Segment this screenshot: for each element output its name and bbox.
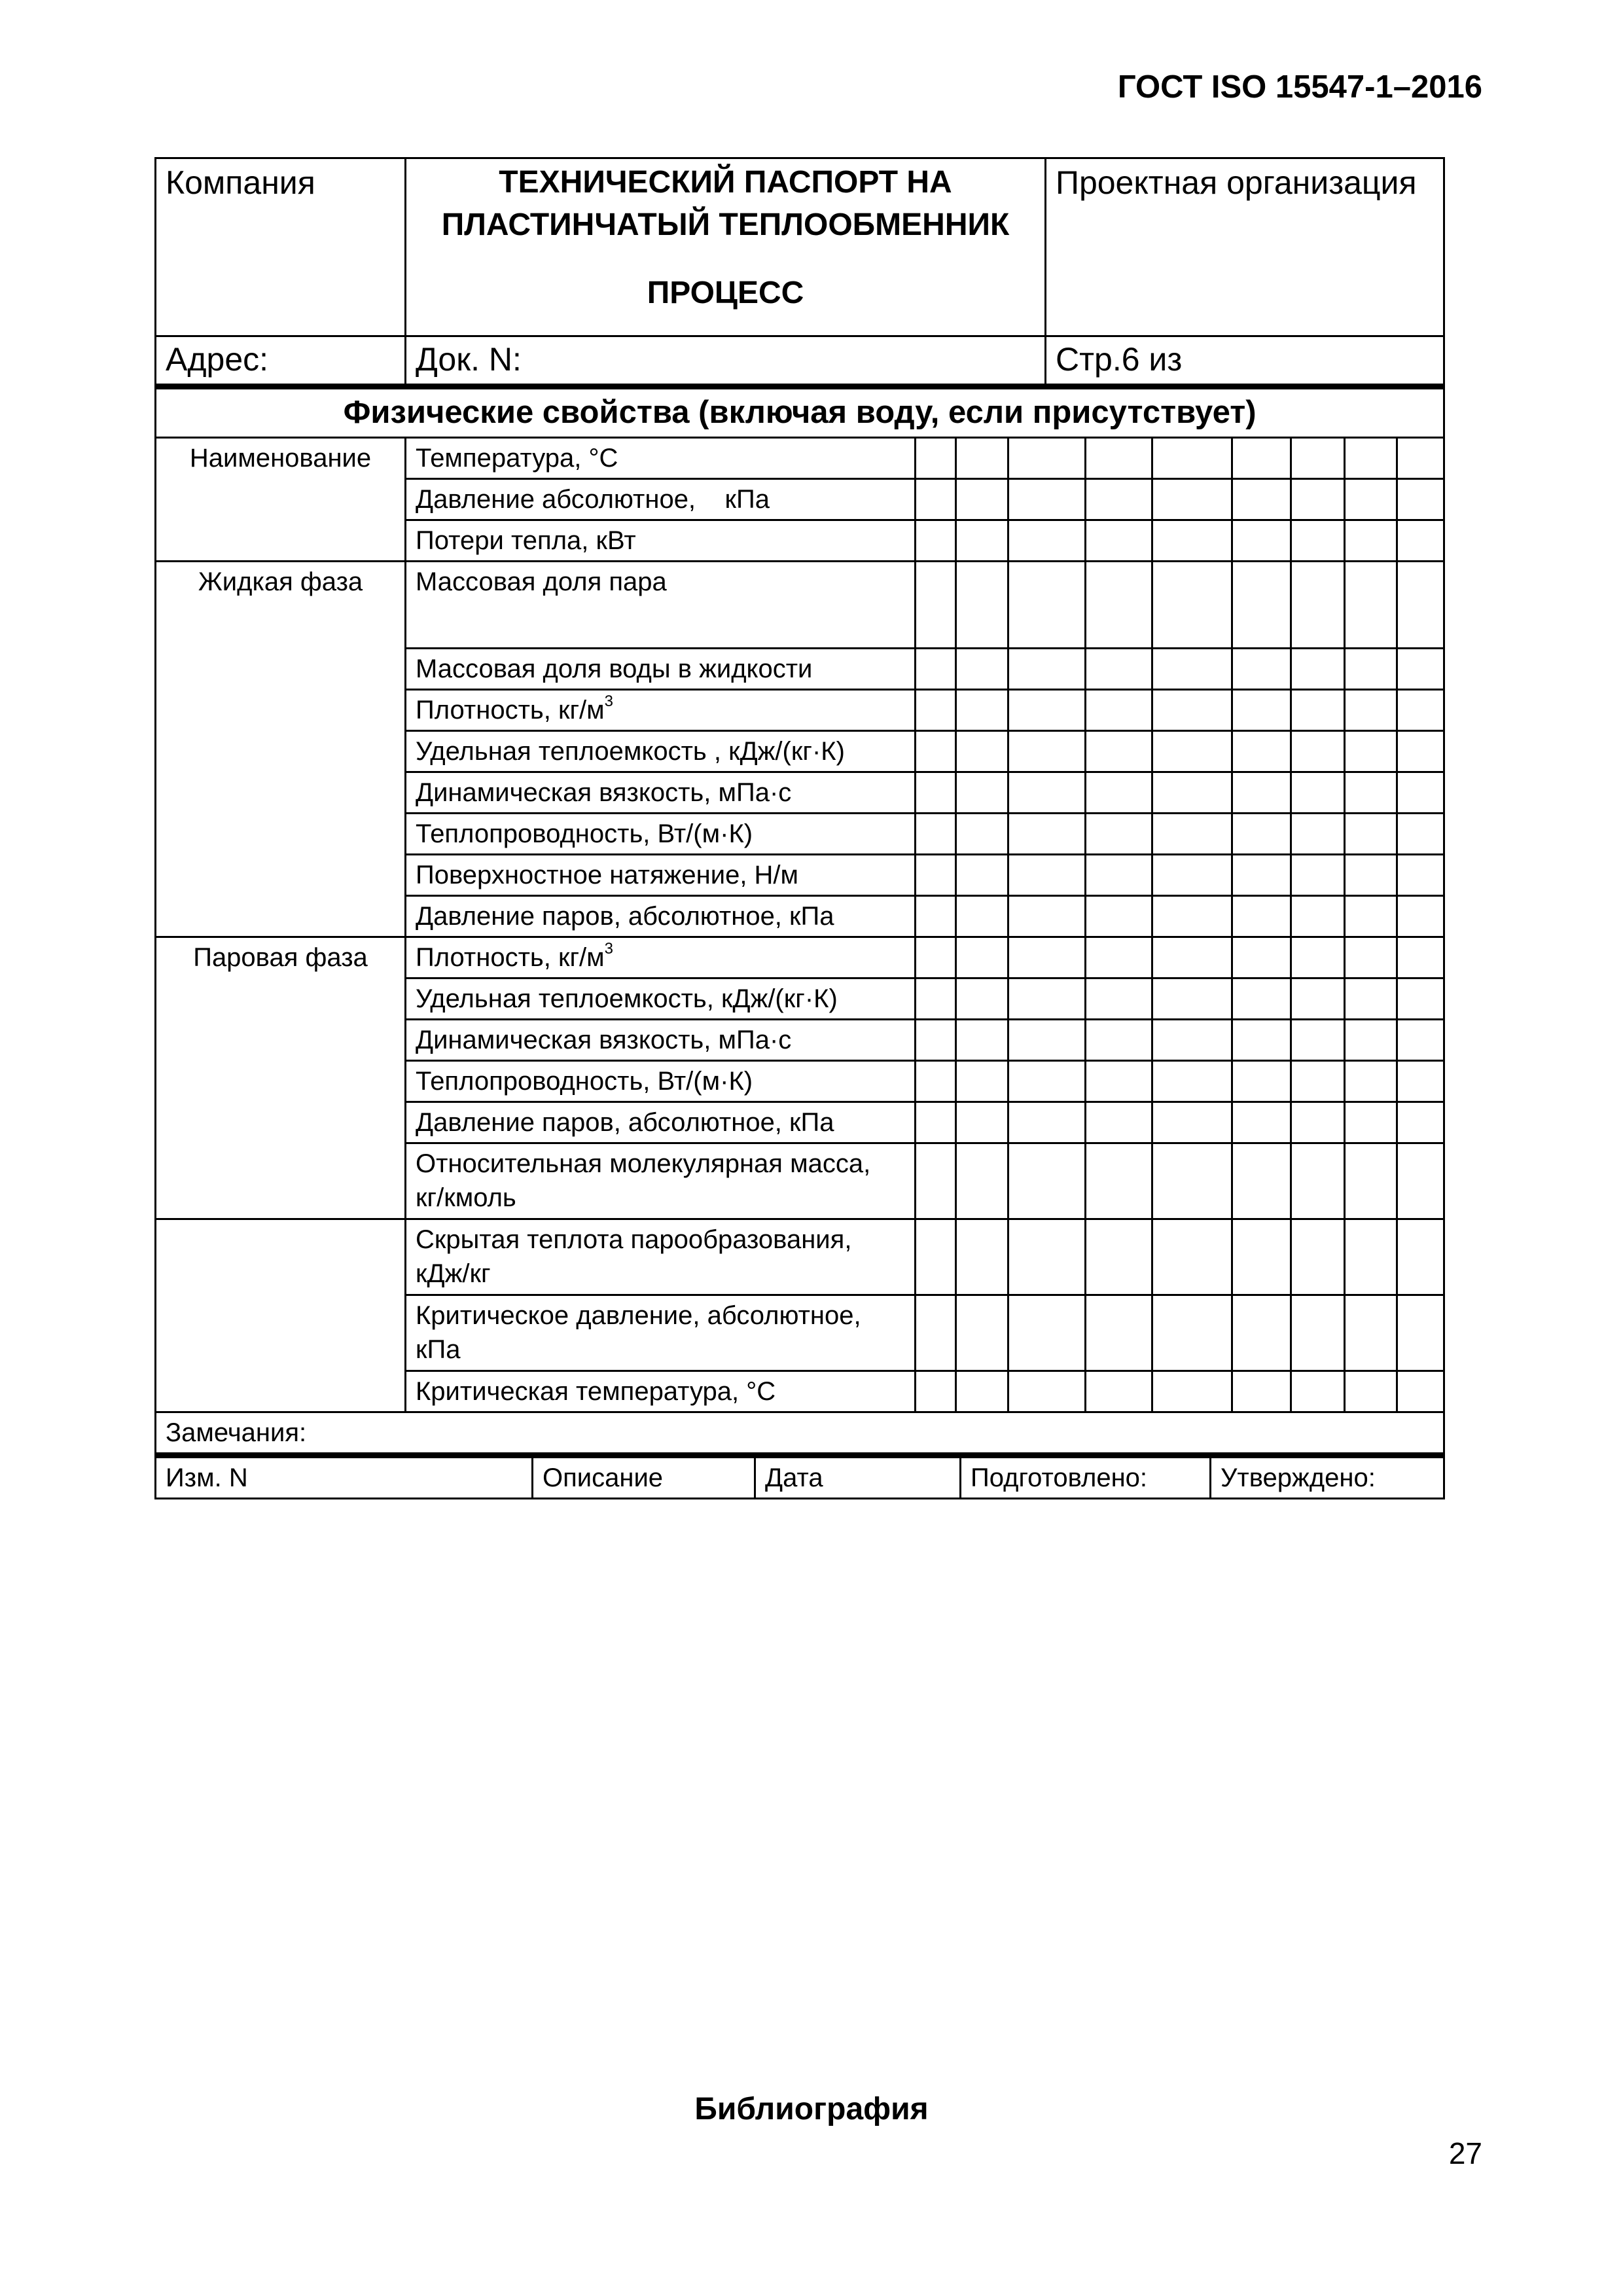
value-cell bbox=[916, 730, 956, 772]
value-cell bbox=[1397, 561, 1444, 648]
value-cell bbox=[1232, 1060, 1291, 1102]
value-cell bbox=[1397, 437, 1444, 478]
value-cell bbox=[1345, 1371, 1397, 1412]
value-cell bbox=[1291, 730, 1345, 772]
row-label: Динамическая вязкость, мПа·с bbox=[406, 1019, 916, 1060]
value-cell bbox=[1397, 772, 1444, 813]
value-cell bbox=[916, 1143, 956, 1219]
value-cell bbox=[1152, 1219, 1232, 1295]
value-cell bbox=[1008, 648, 1086, 689]
value-cell bbox=[1152, 520, 1232, 561]
value-cell bbox=[1291, 813, 1345, 854]
value-cell bbox=[1397, 1295, 1444, 1371]
value-cell bbox=[1152, 730, 1232, 772]
value-cell bbox=[1345, 854, 1397, 895]
value-cell bbox=[1397, 1219, 1444, 1295]
value-cell bbox=[956, 478, 1008, 520]
value-cell bbox=[1086, 813, 1152, 854]
value-cell bbox=[1086, 1143, 1152, 1219]
value-cell bbox=[1086, 520, 1152, 561]
value-cell bbox=[1008, 854, 1086, 895]
value-cell bbox=[1345, 437, 1397, 478]
value-cell bbox=[956, 1060, 1008, 1102]
value-cell bbox=[1232, 437, 1291, 478]
value-cell bbox=[1232, 772, 1291, 813]
superscript: 3 bbox=[604, 692, 614, 711]
value-cell bbox=[1291, 520, 1345, 561]
value-cell bbox=[916, 813, 956, 854]
value-cell bbox=[1152, 854, 1232, 895]
superscript: 3 bbox=[604, 940, 614, 958]
value-cell bbox=[1345, 895, 1397, 937]
value-cell bbox=[956, 895, 1008, 937]
value-cell bbox=[1345, 730, 1397, 772]
remarks-label: Замечания: bbox=[156, 1412, 1444, 1453]
value-cell bbox=[956, 561, 1008, 648]
row-label bbox=[406, 937, 916, 978]
group-empty bbox=[156, 1219, 406, 1412]
value-cell bbox=[1345, 1143, 1397, 1219]
value-cell bbox=[1152, 895, 1232, 937]
value-cell bbox=[916, 648, 956, 689]
value-cell bbox=[1152, 1295, 1232, 1371]
value-cell bbox=[1397, 1019, 1444, 1060]
bibliography-heading: Библиография bbox=[694, 2092, 929, 2126]
value-cell bbox=[1008, 437, 1086, 478]
value-cell bbox=[1008, 813, 1086, 854]
value-cell bbox=[1086, 730, 1152, 772]
value-cell bbox=[1152, 1019, 1232, 1060]
value-cell bbox=[1397, 1102, 1444, 1143]
value-cell bbox=[1008, 1295, 1086, 1371]
value-cell bbox=[956, 772, 1008, 813]
value-cell bbox=[1152, 978, 1232, 1019]
table-row bbox=[156, 937, 1444, 978]
value-cell bbox=[1008, 689, 1086, 730]
date-label: Дата bbox=[755, 1456, 961, 1499]
section-title: Физические свойства (включая воду, если присутствует) bbox=[156, 387, 1444, 437]
value-cell bbox=[1397, 1371, 1444, 1412]
value-cell bbox=[1345, 1295, 1397, 1371]
value-cell bbox=[1008, 561, 1086, 648]
revision-footer bbox=[154, 1454, 1445, 1499]
value-cell bbox=[1232, 854, 1291, 895]
value-cell bbox=[1086, 689, 1152, 730]
value-cell bbox=[1086, 1295, 1152, 1371]
description-label: Описание bbox=[533, 1456, 755, 1499]
row-label: Давление паров, абсолютное, кПа bbox=[406, 1102, 916, 1143]
value-cell bbox=[1086, 648, 1152, 689]
doc-number-label: Док. N: bbox=[406, 336, 1046, 385]
group-liquid: Жидкая фаза bbox=[156, 561, 406, 937]
row-label: Критическое давление, абсолютное, кПа bbox=[406, 1295, 916, 1371]
value-cell bbox=[1397, 1143, 1444, 1219]
row-label: Теплопроводность, Вт/(м·К) bbox=[406, 813, 916, 854]
row-label: Удельная теплоемкость , кДж/(кг·К) bbox=[406, 730, 916, 772]
value-cell bbox=[1291, 1371, 1345, 1412]
datasheet-form bbox=[154, 157, 1443, 1499]
value-cell bbox=[1152, 561, 1232, 648]
value-cell bbox=[916, 478, 956, 520]
prepared-label: Подготовлено: bbox=[961, 1456, 1211, 1499]
value-cell bbox=[916, 1219, 956, 1295]
value-cell bbox=[1008, 478, 1086, 520]
value-cell bbox=[956, 854, 1008, 895]
value-cell bbox=[1345, 1102, 1397, 1143]
value-cell bbox=[1232, 1219, 1291, 1295]
row-label: Теплопроводность, Вт/(м·К) bbox=[406, 1060, 916, 1102]
table-row bbox=[156, 561, 1444, 648]
row-label bbox=[406, 689, 916, 730]
value-cell bbox=[1397, 478, 1444, 520]
value-cell bbox=[956, 1371, 1008, 1412]
title-line-2: ПЛАСТИНЧАТЫЙ ТЕПЛООБМЕННИК bbox=[441, 207, 1010, 242]
value-cell bbox=[1232, 1143, 1291, 1219]
row-label: Поверхностное натяжение, Н/м bbox=[406, 854, 916, 895]
value-cell bbox=[1152, 478, 1232, 520]
value-cell bbox=[1232, 1295, 1291, 1371]
value-cell bbox=[1086, 895, 1152, 937]
value-cell bbox=[1291, 561, 1345, 648]
table-row bbox=[156, 437, 1444, 478]
value-cell bbox=[956, 1102, 1008, 1143]
value-cell bbox=[1345, 648, 1397, 689]
value-cell bbox=[1397, 648, 1444, 689]
row-label: Давление абсолютное, кПа bbox=[406, 478, 916, 520]
value-cell bbox=[1291, 1060, 1345, 1102]
properties-table bbox=[154, 386, 1445, 1454]
value-cell bbox=[916, 1371, 956, 1412]
value-cell bbox=[1008, 1143, 1086, 1219]
value-cell bbox=[1008, 1371, 1086, 1412]
value-cell bbox=[1152, 1143, 1232, 1219]
value-cell bbox=[1345, 1219, 1397, 1295]
value-cell bbox=[956, 978, 1008, 1019]
value-cell bbox=[956, 730, 1008, 772]
value-cell bbox=[1152, 813, 1232, 854]
value-cell bbox=[956, 520, 1008, 561]
value-cell bbox=[1008, 1102, 1086, 1143]
value-cell bbox=[1152, 689, 1232, 730]
value-cell bbox=[916, 437, 956, 478]
value-cell bbox=[1232, 978, 1291, 1019]
row-label: Температура, °С bbox=[406, 437, 916, 478]
value-cell bbox=[916, 1102, 956, 1143]
value-cell bbox=[1291, 1295, 1345, 1371]
page-number: 27 bbox=[1448, 2136, 1482, 2170]
value-cell bbox=[1232, 895, 1291, 937]
value-cell bbox=[1397, 813, 1444, 854]
value-cell bbox=[1152, 1060, 1232, 1102]
value-cell bbox=[1232, 478, 1291, 520]
design-org-label: Проектная организация bbox=[1046, 158, 1444, 336]
value-cell bbox=[1086, 937, 1152, 978]
rev-number-label: Изм. N bbox=[156, 1456, 533, 1499]
value-cell bbox=[1291, 937, 1345, 978]
value-cell bbox=[1397, 854, 1444, 895]
value-cell bbox=[956, 937, 1008, 978]
value-cell bbox=[1086, 1019, 1152, 1060]
value-cell bbox=[1397, 895, 1444, 937]
value-cell bbox=[1291, 1102, 1345, 1143]
value-cell bbox=[956, 1219, 1008, 1295]
value-cell bbox=[1008, 1019, 1086, 1060]
value-cell bbox=[1291, 895, 1345, 937]
value-cell bbox=[1008, 730, 1086, 772]
value-cell bbox=[1086, 978, 1152, 1019]
value-cell bbox=[1291, 689, 1345, 730]
table-row bbox=[156, 1219, 1444, 1295]
form-header bbox=[154, 157, 1445, 386]
value-cell bbox=[1345, 478, 1397, 520]
value-cell bbox=[956, 689, 1008, 730]
value-cell bbox=[1008, 937, 1086, 978]
value-cell bbox=[1397, 937, 1444, 978]
value-cell bbox=[916, 895, 956, 937]
value-cell bbox=[1232, 520, 1291, 561]
group-name: Наименование bbox=[156, 437, 406, 561]
value-cell bbox=[1345, 978, 1397, 1019]
row-label: Критическая температура, °С bbox=[406, 1371, 916, 1412]
value-cell bbox=[916, 978, 956, 1019]
value-cell bbox=[916, 1019, 956, 1060]
value-cell bbox=[1232, 1102, 1291, 1143]
row-label: Давление паров, абсолютное, кПа bbox=[406, 895, 916, 937]
value-cell bbox=[1086, 1060, 1152, 1102]
value-cell bbox=[1291, 437, 1345, 478]
value-cell bbox=[916, 937, 956, 978]
value-cell bbox=[956, 1295, 1008, 1371]
value-cell bbox=[1291, 978, 1345, 1019]
value-cell bbox=[956, 437, 1008, 478]
value-cell bbox=[1232, 937, 1291, 978]
row-label: Скрытая теплота парообразования, кДж/кг bbox=[406, 1219, 916, 1295]
value-cell bbox=[1232, 689, 1291, 730]
value-cell bbox=[916, 1060, 956, 1102]
value-cell bbox=[1291, 772, 1345, 813]
value-cell bbox=[1291, 854, 1345, 895]
value-cell bbox=[1086, 478, 1152, 520]
value-cell bbox=[1345, 1060, 1397, 1102]
value-cell bbox=[1291, 648, 1345, 689]
value-cell bbox=[1232, 561, 1291, 648]
value-cell bbox=[1232, 1371, 1291, 1412]
value-cell bbox=[916, 520, 956, 561]
value-cell bbox=[1086, 1219, 1152, 1295]
value-cell bbox=[1152, 1371, 1232, 1412]
value-cell bbox=[1397, 520, 1444, 561]
value-cell bbox=[1086, 1102, 1152, 1143]
value-cell bbox=[1152, 1102, 1232, 1143]
value-cell bbox=[1152, 937, 1232, 978]
value-cell bbox=[1152, 772, 1232, 813]
title-line-1: ТЕХНИЧЕСКИЙ ПАСПОРТ НА bbox=[499, 165, 952, 200]
value-cell bbox=[1008, 1219, 1086, 1295]
value-cell bbox=[1397, 730, 1444, 772]
value-cell bbox=[1397, 689, 1444, 730]
value-cell bbox=[1291, 478, 1345, 520]
value-cell bbox=[1232, 648, 1291, 689]
value-cell bbox=[956, 813, 1008, 854]
value-cell bbox=[1008, 1060, 1086, 1102]
standard-code: ГОСТ ISO 15547-1–2016 bbox=[1117, 69, 1482, 105]
row-label-text: Плотность, кг/м bbox=[416, 695, 605, 725]
value-cell bbox=[1008, 978, 1086, 1019]
value-cell bbox=[1397, 1060, 1444, 1102]
value-cell bbox=[1345, 937, 1397, 978]
value-cell bbox=[916, 689, 956, 730]
form-subtitle: ПРОЦЕСС bbox=[647, 275, 804, 310]
value-cell bbox=[1345, 1019, 1397, 1060]
company-label: Компания bbox=[156, 158, 406, 336]
row-label: Относительная молекулярная масса, кг/кмоль bbox=[406, 1143, 916, 1219]
row-label: Массовая доля воды в жидкости bbox=[406, 648, 916, 689]
value-cell bbox=[1345, 561, 1397, 648]
value-cell bbox=[1008, 520, 1086, 561]
value-cell bbox=[916, 854, 956, 895]
value-cell bbox=[1086, 1371, 1152, 1412]
value-cell bbox=[1397, 978, 1444, 1019]
value-cell bbox=[1232, 813, 1291, 854]
value-cell bbox=[1152, 437, 1232, 478]
value-cell bbox=[956, 1143, 1008, 1219]
value-cell bbox=[916, 1295, 956, 1371]
form-title bbox=[406, 158, 1046, 336]
value-cell bbox=[1291, 1019, 1345, 1060]
value-cell bbox=[1345, 520, 1397, 561]
value-cell bbox=[1008, 772, 1086, 813]
value-cell bbox=[1086, 437, 1152, 478]
value-cell bbox=[1345, 689, 1397, 730]
row-label-text: Плотность, кг/м bbox=[416, 942, 605, 972]
value-cell bbox=[1086, 561, 1152, 648]
value-cell bbox=[916, 561, 956, 648]
value-cell bbox=[1008, 895, 1086, 937]
value-cell bbox=[1152, 648, 1232, 689]
value-cell bbox=[956, 648, 1008, 689]
value-cell bbox=[1086, 854, 1152, 895]
page-of-label: Стр.6 из bbox=[1046, 336, 1444, 385]
value-cell bbox=[1291, 1219, 1345, 1295]
row-label: Удельная теплоемкость, кДж/(кг·К) bbox=[406, 978, 916, 1019]
row-label: Массовая доля пара bbox=[406, 561, 916, 648]
value-cell bbox=[916, 772, 956, 813]
value-cell bbox=[1345, 772, 1397, 813]
row-label: Потери тепла, кВт bbox=[406, 520, 916, 561]
row-label: Динамическая вязкость, мПа·с bbox=[406, 772, 916, 813]
address-label: Адрес: bbox=[156, 336, 406, 385]
group-vapor: Паровая фаза bbox=[156, 937, 406, 1219]
approved-label: Утверждено: bbox=[1211, 1456, 1444, 1499]
value-cell bbox=[1291, 1143, 1345, 1219]
value-cell bbox=[1345, 813, 1397, 854]
value-cell bbox=[1232, 1019, 1291, 1060]
value-cell bbox=[1086, 772, 1152, 813]
value-cell bbox=[956, 1019, 1008, 1060]
value-cell bbox=[1232, 730, 1291, 772]
